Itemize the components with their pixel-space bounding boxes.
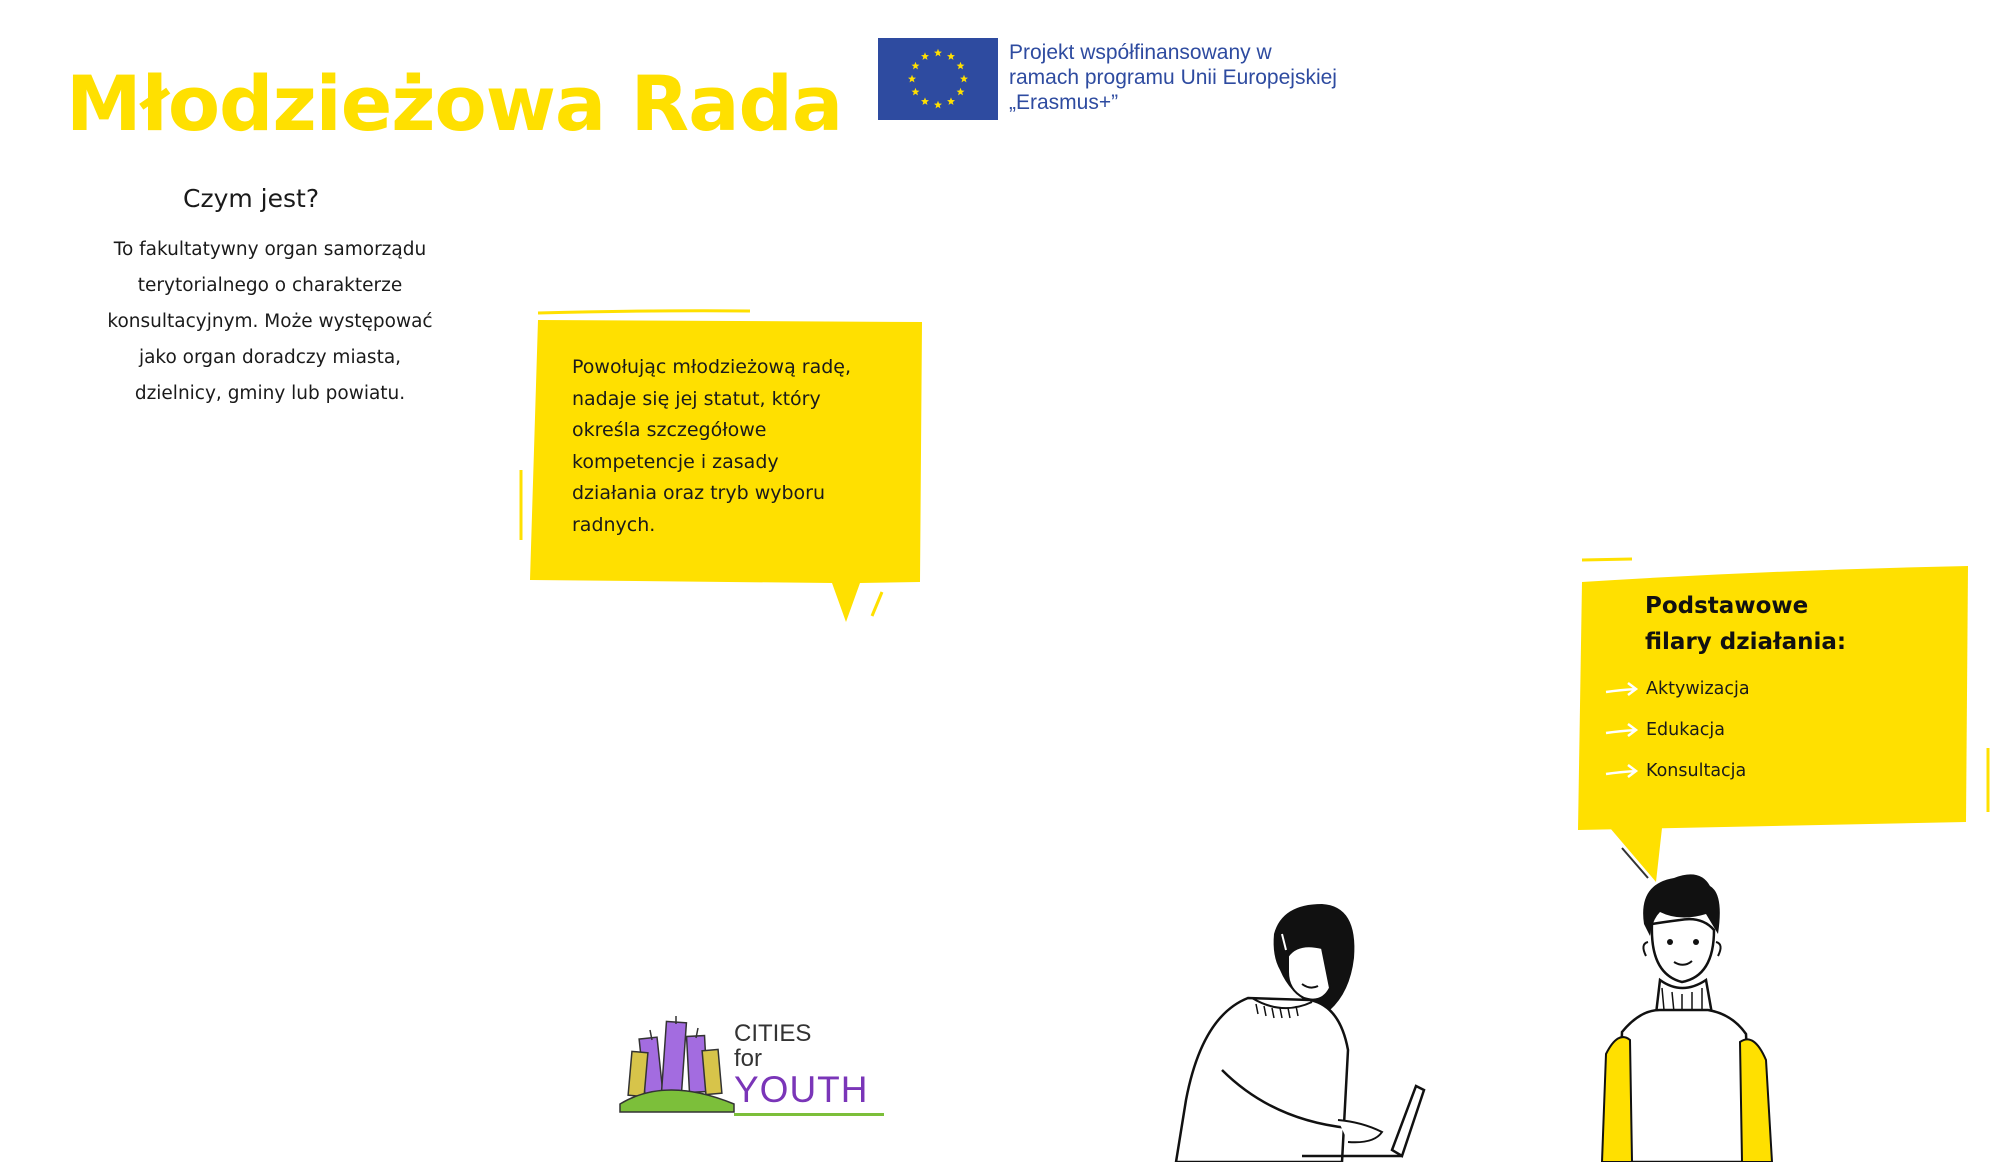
definition-line: terytorialnego o charakterze	[137, 275, 403, 296]
arrow-right-icon	[1604, 762, 1640, 782]
statute-line: Powołując młodzieżową radę,	[572, 356, 852, 378]
logo-word-cities: CITIES	[734, 1020, 812, 1047]
eu-text-line: ramach programu Unii Europejskiej	[1009, 66, 1337, 89]
pillar-label: Edukacja	[1646, 720, 1726, 741]
cities-for-youth-logo	[616, 1012, 896, 1122]
logo-underline	[734, 1113, 884, 1116]
definition-line: dzielnicy, gminy lub powiatu.	[134, 383, 406, 404]
logo-word-for: for	[734, 1045, 763, 1072]
statute-line: radnych.	[572, 513, 656, 536]
pillar-label: Konsultacja	[1646, 761, 1747, 782]
eu-funding-text	[1009, 40, 1429, 115]
pillars-heading	[1645, 588, 1846, 660]
pillar-item	[1604, 757, 1746, 787]
logo-wordmark	[734, 1022, 869, 1109]
eu-text-line: Projekt współfinansowany w	[1009, 41, 1272, 64]
eu-funding-banner	[878, 38, 1418, 124]
statute-line: działania oraz tryb wyboru	[572, 482, 826, 504]
pillar-label: Aktywizacja	[1646, 679, 1750, 700]
statute-line: określa szczegółowe	[572, 419, 767, 441]
logo-word-youth: YOUTH	[734, 1069, 869, 1110]
statute-line: kompetencje i zasady	[572, 450, 779, 473]
eu-flag-icon	[878, 38, 998, 120]
pillar-item	[1604, 716, 1725, 746]
definition-line: To fakultatywny organ samorządu	[113, 239, 427, 260]
arrow-right-icon	[1604, 721, 1640, 741]
city-buildings-icon	[616, 1012, 736, 1122]
statute-text	[572, 352, 1847, 1110]
pillars-heading-line: Podstawowe	[1645, 593, 1809, 619]
boy-illustration	[1582, 864, 1792, 1162]
girl-with-laptop-illustration	[1162, 900, 1462, 1162]
arrow-right-icon	[1604, 680, 1640, 700]
section-heading: Czym jest?	[183, 184, 320, 213]
page-title: Młodzieżowa Rada	[66, 59, 843, 148]
pillars-heading-line: filary działania:	[1645, 629, 1847, 655]
definition-line: konsultacyjnym. Może występować	[107, 311, 433, 332]
definition-text	[60, 232, 480, 412]
eu-text-line: „Erasmus+”	[1009, 91, 1119, 114]
pillar-item	[1604, 675, 1750, 705]
definition-line: jako organ doradczy miasta,	[138, 347, 402, 368]
statute-line: nadaje się jej statut, który	[572, 387, 821, 410]
